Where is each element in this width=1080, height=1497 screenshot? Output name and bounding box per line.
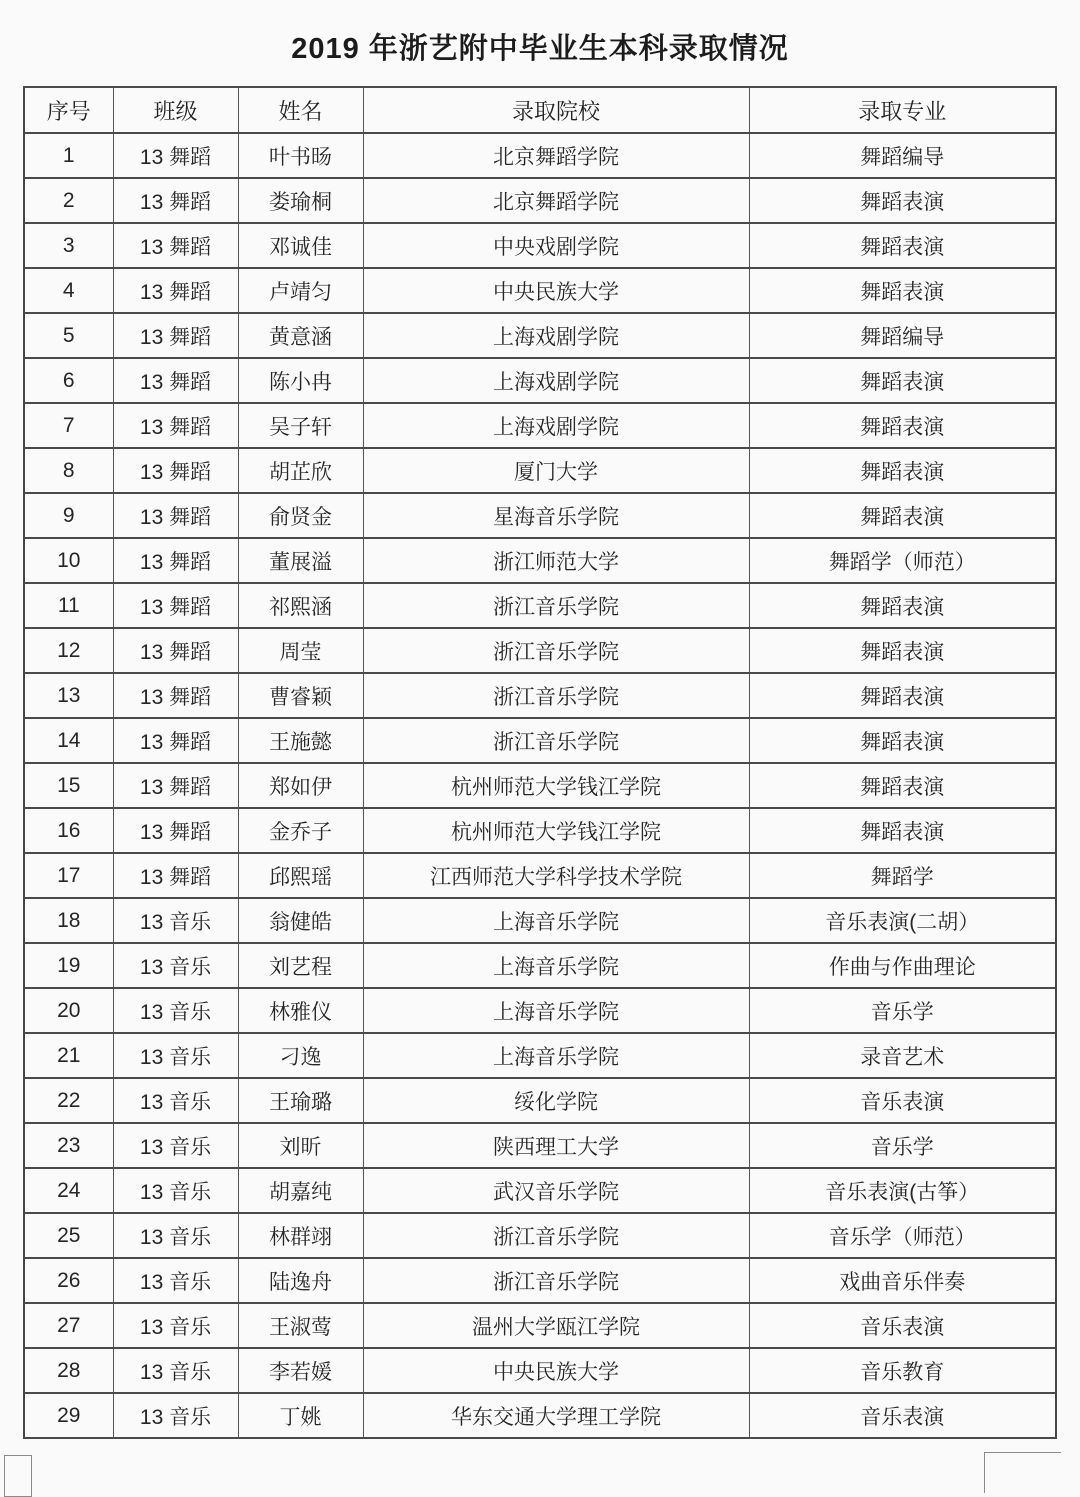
table-row (24, 853, 1056, 898)
cell-major: 戏曲音乐伴奏 (749, 1258, 1056, 1303)
cell-name: 祁熙涵 (238, 583, 363, 628)
cell-class: 13 音乐 (113, 1348, 238, 1393)
cell-school: 陕西理工大学 (363, 1123, 749, 1168)
cell-class: 13 舞蹈 (113, 448, 238, 493)
cell-school: 中央民族大学 (363, 1348, 749, 1393)
cell-major: 舞蹈表演 (749, 403, 1056, 448)
table-row (24, 1033, 1056, 1078)
cell-name: 胡芷欣 (238, 448, 363, 493)
cell-class: 13 音乐 (113, 988, 238, 1033)
cell-class: 13 音乐 (113, 1123, 238, 1168)
table-row (24, 1348, 1056, 1393)
cell-name: 郑如伊 (238, 763, 363, 808)
table-row (24, 583, 1056, 628)
cell-no: 25 (24, 1213, 113, 1258)
cell-no: 2 (24, 178, 113, 223)
cell-major: 舞蹈表演 (749, 718, 1056, 763)
table-row (24, 1123, 1056, 1168)
cell-school: 浙江音乐学院 (363, 1213, 749, 1258)
cell-school: 浙江音乐学院 (363, 718, 749, 763)
cell-name: 刘艺程 (238, 943, 363, 988)
cell-no: 1 (24, 133, 113, 178)
cell-major: 音乐学 (749, 988, 1056, 1033)
cell-no: 17 (24, 853, 113, 898)
cell-no: 7 (24, 403, 113, 448)
header-no: 序号 (24, 87, 113, 133)
cell-no: 20 (24, 988, 113, 1033)
cell-major: 舞蹈表演 (749, 628, 1056, 673)
table-row (24, 1303, 1056, 1348)
cell-class: 13 音乐 (113, 1168, 238, 1213)
cell-major: 音乐学（师范） (749, 1213, 1056, 1258)
table-row (24, 1168, 1056, 1213)
cell-no: 10 (24, 538, 113, 583)
cell-no: 9 (24, 493, 113, 538)
cell-class: 13 舞蹈 (113, 133, 238, 178)
cell-name: 邓诚佳 (238, 223, 363, 268)
cell-school: 上海戏剧学院 (363, 358, 749, 403)
cell-school: 上海戏剧学院 (363, 313, 749, 358)
cell-name: 周莹 (238, 628, 363, 673)
cell-class: 13 音乐 (113, 1258, 238, 1303)
cell-major: 录音艺术 (749, 1033, 1056, 1078)
cell-major: 舞蹈表演 (749, 358, 1056, 403)
cell-class: 13 音乐 (113, 1213, 238, 1258)
cell-name: 李若媛 (238, 1348, 363, 1393)
table-row (24, 1078, 1056, 1123)
admissions-table (23, 86, 1057, 1439)
table-row (24, 1393, 1056, 1438)
table-row (24, 448, 1056, 493)
cell-no: 24 (24, 1168, 113, 1213)
cell-school: 华东交通大学理工学院 (363, 1393, 749, 1438)
cell-class: 13 舞蹈 (113, 628, 238, 673)
table-row (24, 223, 1056, 268)
cell-no: 6 (24, 358, 113, 403)
cell-class: 13 音乐 (113, 1393, 238, 1438)
table-body (24, 133, 1056, 1438)
table-row (24, 178, 1056, 223)
frame-corner-mark-right (984, 1452, 1061, 1493)
cell-school: 上海戏剧学院 (363, 403, 749, 448)
cell-name: 黄意涵 (238, 313, 363, 358)
cell-name: 翁健皓 (238, 898, 363, 943)
table-row (24, 943, 1056, 988)
table-row (24, 763, 1056, 808)
cell-school: 浙江音乐学院 (363, 673, 749, 718)
table-row (24, 898, 1056, 943)
cell-no: 23 (24, 1123, 113, 1168)
cell-class: 13 舞蹈 (113, 763, 238, 808)
cell-major: 舞蹈表演 (749, 178, 1056, 223)
cell-class: 13 音乐 (113, 1078, 238, 1123)
cell-school: 上海音乐学院 (363, 1033, 749, 1078)
cell-school: 北京舞蹈学院 (363, 178, 749, 223)
table-row (24, 133, 1056, 178)
cell-name: 叶书旸 (238, 133, 363, 178)
cell-major: 音乐教育 (749, 1348, 1056, 1393)
cell-name: 林群翊 (238, 1213, 363, 1258)
cell-school: 杭州师范大学钱江学院 (363, 808, 749, 853)
cell-name: 陆逸舟 (238, 1258, 363, 1303)
cell-no: 27 (24, 1303, 113, 1348)
cell-no: 3 (24, 223, 113, 268)
cell-name: 俞贤金 (238, 493, 363, 538)
cell-major: 音乐学 (749, 1123, 1056, 1168)
header-school: 录取院校 (363, 87, 749, 133)
cell-school: 杭州师范大学钱江学院 (363, 763, 749, 808)
cell-major: 舞蹈表演 (749, 268, 1056, 313)
cell-name: 胡嘉纯 (238, 1168, 363, 1213)
table-row (24, 1258, 1056, 1303)
cell-no: 11 (24, 583, 113, 628)
cell-school: 浙江音乐学院 (363, 583, 749, 628)
table-row (24, 628, 1056, 673)
cell-major: 音乐表演 (749, 1078, 1056, 1123)
header-name: 姓名 (238, 87, 363, 133)
table-row (24, 403, 1056, 448)
cell-no: 29 (24, 1393, 113, 1438)
page-title: 2019 年浙艺附中毕业生本科录取情况 (291, 33, 789, 65)
cell-name: 董展溢 (238, 538, 363, 583)
cell-school: 上海音乐学院 (363, 898, 749, 943)
cell-name: 吴子轩 (238, 403, 363, 448)
cell-major: 舞蹈表演 (749, 808, 1056, 853)
cell-name: 卢靖匀 (238, 268, 363, 313)
header-major: 录取专业 (749, 87, 1056, 133)
cell-class: 13 舞蹈 (113, 673, 238, 718)
table-row (24, 538, 1056, 583)
cell-school: 中央戏剧学院 (363, 223, 749, 268)
cell-class: 13 舞蹈 (113, 808, 238, 853)
cell-no: 18 (24, 898, 113, 943)
table-row (24, 988, 1056, 1033)
cell-name: 王施懿 (238, 718, 363, 763)
cell-no: 13 (24, 673, 113, 718)
cell-class: 13 舞蹈 (113, 538, 238, 583)
cell-major: 音乐表演 (749, 1393, 1056, 1438)
cell-school: 上海音乐学院 (363, 943, 749, 988)
table-row (24, 268, 1056, 313)
cell-major: 作曲与作曲理论 (749, 943, 1056, 988)
table-row (24, 493, 1056, 538)
cell-no: 22 (24, 1078, 113, 1123)
cell-no: 8 (24, 448, 113, 493)
cell-school: 厦门大学 (363, 448, 749, 493)
cell-no: 26 (24, 1258, 113, 1303)
cell-class: 13 舞蹈 (113, 268, 238, 313)
frame-corner-mark-left (4, 1455, 32, 1497)
table-row (24, 808, 1056, 853)
cell-class: 13 舞蹈 (113, 178, 238, 223)
cell-school: 浙江音乐学院 (363, 1258, 749, 1303)
cell-major: 音乐表演(二胡） (749, 898, 1056, 943)
cell-no: 14 (24, 718, 113, 763)
cell-class: 13 音乐 (113, 1303, 238, 1348)
cell-name: 林雅仪 (238, 988, 363, 1033)
table-row (24, 1213, 1056, 1258)
table-row (24, 358, 1056, 403)
cell-no: 15 (24, 763, 113, 808)
cell-class: 13 音乐 (113, 943, 238, 988)
cell-class: 13 舞蹈 (113, 358, 238, 403)
cell-major: 音乐表演(古筝） (749, 1168, 1056, 1213)
cell-name: 娄瑜桐 (238, 178, 363, 223)
cell-major: 舞蹈学（师范） (749, 538, 1056, 583)
cell-class: 13 舞蹈 (113, 493, 238, 538)
cell-major: 舞蹈表演 (749, 493, 1056, 538)
cell-class: 13 舞蹈 (113, 313, 238, 358)
cell-name: 曹睿颖 (238, 673, 363, 718)
cell-school: 绥化学院 (363, 1078, 749, 1123)
cell-school: 中央民族大学 (363, 268, 749, 313)
table-row (24, 673, 1056, 718)
cell-name: 刘昕 (238, 1123, 363, 1168)
cell-no: 28 (24, 1348, 113, 1393)
cell-no: 19 (24, 943, 113, 988)
cell-class: 13 舞蹈 (113, 718, 238, 763)
cell-no: 4 (24, 268, 113, 313)
cell-school: 星海音乐学院 (363, 493, 749, 538)
cell-no: 5 (24, 313, 113, 358)
cell-name: 陈小冉 (238, 358, 363, 403)
cell-major: 舞蹈表演 (749, 223, 1056, 268)
cell-major: 舞蹈表演 (749, 583, 1056, 628)
cell-school: 武汉音乐学院 (363, 1168, 749, 1213)
cell-class: 13 舞蹈 (113, 583, 238, 628)
cell-major: 舞蹈表演 (749, 448, 1056, 493)
header-row (24, 87, 1056, 133)
cell-no: 16 (24, 808, 113, 853)
cell-name: 王瑜璐 (238, 1078, 363, 1123)
cell-class: 13 舞蹈 (113, 853, 238, 898)
header-class: 班级 (113, 87, 238, 133)
cell-school: 上海音乐学院 (363, 988, 749, 1033)
cell-school: 浙江音乐学院 (363, 628, 749, 673)
cell-major: 舞蹈表演 (749, 673, 1056, 718)
table-row (24, 718, 1056, 763)
cell-class: 13 音乐 (113, 898, 238, 943)
cell-name: 邱熙瑶 (238, 853, 363, 898)
cell-school: 浙江师范大学 (363, 538, 749, 583)
cell-name: 刁逸 (238, 1033, 363, 1078)
cell-no: 12 (24, 628, 113, 673)
cell-major: 舞蹈表演 (749, 763, 1056, 808)
cell-name: 丁姚 (238, 1393, 363, 1438)
cell-name: 王淑莺 (238, 1303, 363, 1348)
cell-class: 13 舞蹈 (113, 403, 238, 448)
cell-class: 13 舞蹈 (113, 223, 238, 268)
cell-school: 温州大学瓯江学院 (363, 1303, 749, 1348)
cell-class: 13 音乐 (113, 1033, 238, 1078)
cell-major: 音乐表演 (749, 1303, 1056, 1348)
cell-school: 北京舞蹈学院 (363, 133, 749, 178)
cell-name: 金乔子 (238, 808, 363, 853)
cell-major: 舞蹈编导 (749, 313, 1056, 358)
table-row (24, 313, 1056, 358)
cell-school: 江西师范大学科学技术学院 (363, 853, 749, 898)
cell-major: 舞蹈学 (749, 853, 1056, 898)
cell-major: 舞蹈编导 (749, 133, 1056, 178)
cell-no: 21 (24, 1033, 113, 1078)
